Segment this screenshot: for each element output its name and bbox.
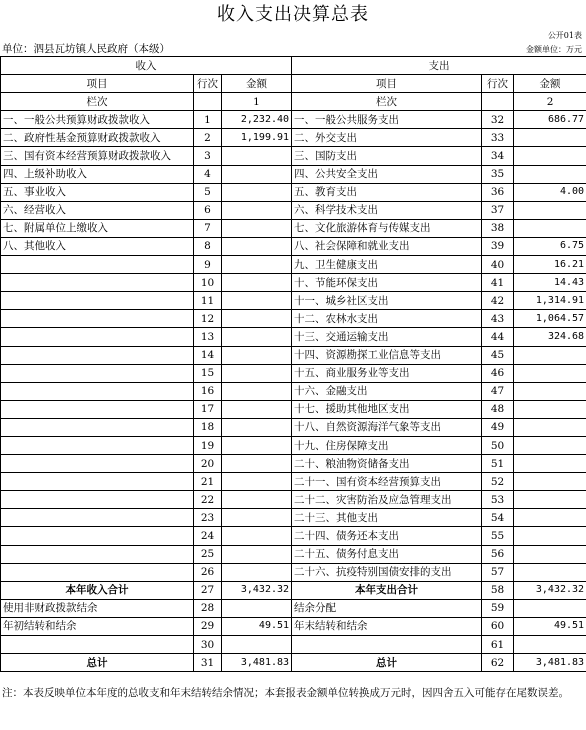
- income-row-cell: 30: [194, 636, 222, 654]
- income-amount-cell: [222, 473, 292, 491]
- expense-row-cell: 46: [482, 364, 514, 382]
- unit-label: 单位：泗县瓦坊镇人民政府（本级）: [2, 43, 170, 55]
- expense-col-number: 2: [514, 93, 586, 111]
- money-unit-label: 金额单位：万元: [526, 45, 582, 54]
- income-item-cell: [1, 256, 194, 274]
- income-row-cell: 21: [194, 473, 222, 491]
- table-row: [1, 310, 586, 328]
- footnote: 注：本表反映单位本年度的总收支和年末结转结余情况；本套报表金额单位转换成万元时，因四舍五入可能存在尾数误差。: [2, 687, 569, 699]
- expense-row-cell: 45: [482, 346, 514, 364]
- income-item-cell: 年初结转和结余: [1, 617, 194, 635]
- expense-item-cell: 本年支出合计: [292, 581, 482, 599]
- expense-row-cell: 48: [482, 400, 514, 418]
- income-item-cell: [1, 436, 194, 454]
- expense-amount-cell: 14.43: [514, 274, 586, 292]
- expense-row-cell: 58: [482, 581, 514, 599]
- expense-item-cell: [292, 636, 482, 654]
- expense-amount-cell: [514, 165, 586, 183]
- income-col-blank: [194, 93, 222, 111]
- income-item-cell: 二、政府性基金预算财政拨款收入: [1, 129, 194, 147]
- expense-item-cell: 十四、资源勘探工业信息等支出: [292, 346, 482, 364]
- income-row-cell: 11: [194, 292, 222, 310]
- expense-item-cell: 十二、农林水支出: [292, 310, 482, 328]
- income-item-cell: [1, 292, 194, 310]
- income-amount-cell: [222, 436, 292, 454]
- income-row-cell: 17: [194, 400, 222, 418]
- income-amount-cell: 49.51: [222, 617, 292, 635]
- expense-item-cell: 五、教育支出: [292, 183, 482, 201]
- expense-row-cell: 59: [482, 599, 514, 617]
- expense-item-cell: 十三、交通运输支出: [292, 328, 482, 346]
- income-amount-cell: [222, 237, 292, 255]
- income-row-cell: 8: [194, 237, 222, 255]
- income-row-cell: 26: [194, 563, 222, 581]
- income-row-cell: 2: [194, 129, 222, 147]
- table-row: [1, 183, 586, 201]
- income-row-cell: 14: [194, 346, 222, 364]
- column-number-row: [1, 93, 586, 111]
- income-item-cell: 使用非财政拨款结余: [1, 599, 194, 617]
- expense-row-cell: 56: [482, 545, 514, 563]
- income-row-cell: 10: [194, 274, 222, 292]
- column-header-row: [1, 75, 586, 93]
- income-amount-cell: [222, 256, 292, 274]
- income-amount-cell: [222, 545, 292, 563]
- income-item-cell: [1, 400, 194, 418]
- table-row: [1, 237, 586, 255]
- income-amount-cell: 3,481.83: [222, 654, 292, 672]
- table-row: [1, 328, 586, 346]
- income-item-cell: 八、其他收入: [1, 237, 194, 255]
- table-row: [1, 418, 586, 436]
- table-row: [1, 129, 586, 147]
- expense-item-cell: 总计: [292, 654, 482, 672]
- expense-amount-cell: [514, 527, 586, 545]
- income-amount-cell: [222, 364, 292, 382]
- expense-amount-cell: [514, 129, 586, 147]
- income-amount-cell: [222, 292, 292, 310]
- expense-row-cell: 35: [482, 165, 514, 183]
- income-row-cell: 29: [194, 617, 222, 635]
- income-row-cell: 7: [194, 219, 222, 237]
- income-amount-cell: 1,199.91: [222, 129, 292, 147]
- table-row: [1, 256, 586, 274]
- expense-row-cell: 40: [482, 256, 514, 274]
- expense-row-header: 行次: [482, 75, 514, 93]
- table-row: [1, 455, 586, 473]
- form-number: 公开01表: [547, 31, 582, 40]
- expense-row-cell: 47: [482, 382, 514, 400]
- income-item-cell: 本年收入合计: [1, 581, 194, 599]
- report-title: 收入支出决算总表: [217, 4, 369, 25]
- income-row-cell: 9: [194, 256, 222, 274]
- expense-item-cell: 十八、自然资源海洋气象等支出: [292, 418, 482, 436]
- expense-row-cell: 57: [482, 563, 514, 581]
- expense-row-cell: 51: [482, 455, 514, 473]
- expense-section-header: 支出: [292, 57, 586, 75]
- expense-amount-cell: [514, 473, 586, 491]
- expense-item-cell: 二十、粮油物资储备支出: [292, 455, 482, 473]
- income-row-cell: 1: [194, 111, 222, 129]
- expense-row-cell: 34: [482, 147, 514, 165]
- section-header-row: [1, 57, 586, 75]
- income-amount-cell: [222, 346, 292, 364]
- income-item-cell: [1, 418, 194, 436]
- expense-item-cell: 十七、援助其他地区支出: [292, 400, 482, 418]
- expense-row-cell: 60: [482, 617, 514, 635]
- income-amount-cell: [222, 310, 292, 328]
- expense-row-cell: 36: [482, 183, 514, 201]
- table-row: [1, 219, 586, 237]
- income-amount-cell: [222, 509, 292, 527]
- expense-row-cell: 55: [482, 527, 514, 545]
- income-amount-cell: [222, 274, 292, 292]
- income-amount-cell: [222, 219, 292, 237]
- expense-amount-cell: [514, 364, 586, 382]
- expense-amount-cell: [514, 563, 586, 581]
- expense-item-cell: 二十六、抗疫特别国债安排的支出: [292, 563, 482, 581]
- expense-item-cell: 三、国防支出: [292, 147, 482, 165]
- income-item-cell: [1, 527, 194, 545]
- expense-item-cell: 二十五、债务付息支出: [292, 545, 482, 563]
- income-section-header: 收入: [1, 57, 292, 75]
- expense-amount-cell: 49.51: [514, 617, 586, 635]
- income-amount-cell: [222, 183, 292, 201]
- income-item-cell: [1, 310, 194, 328]
- table-row: [1, 436, 586, 454]
- table-row: [1, 165, 586, 183]
- expense-item-header: 项目: [292, 75, 482, 93]
- table-row: [1, 292, 586, 310]
- expense-row-cell: 39: [482, 237, 514, 255]
- table-row: [1, 111, 586, 129]
- expense-row-cell: 54: [482, 509, 514, 527]
- income-amount-cell: 3,432.32: [222, 581, 292, 599]
- income-row-cell: 19: [194, 436, 222, 454]
- expense-item-cell: 十、节能环保支出: [292, 274, 482, 292]
- income-amount-header: 金额: [222, 75, 292, 93]
- table-row: [1, 400, 586, 418]
- expense-amount-cell: [514, 599, 586, 617]
- expense-item-cell: 十一、城乡社区支出: [292, 292, 482, 310]
- expense-amount-cell: [514, 400, 586, 418]
- income-amount-cell: [222, 328, 292, 346]
- expense-row-cell: 43: [482, 310, 514, 328]
- income-row-header: 行次: [194, 75, 222, 93]
- expense-amount-cell: [514, 491, 586, 509]
- expense-col-label: 栏次: [292, 93, 482, 111]
- income-amount-cell: [222, 599, 292, 617]
- expense-row-cell: 41: [482, 274, 514, 292]
- income-row-cell: 18: [194, 418, 222, 436]
- income-item-cell: [1, 274, 194, 292]
- summary-table: [0, 56, 586, 672]
- income-amount-cell: [222, 400, 292, 418]
- income-item-cell: [1, 545, 194, 563]
- expense-col-blank: [482, 93, 514, 111]
- table-row: [1, 274, 586, 292]
- income-col-number: 1: [222, 93, 292, 111]
- income-amount-cell: [222, 455, 292, 473]
- expense-amount-cell: [514, 201, 586, 219]
- expense-row-cell: 42: [482, 292, 514, 310]
- expense-item-cell: 二十三、其他支出: [292, 509, 482, 527]
- income-row-cell: 15: [194, 364, 222, 382]
- expense-row-cell: 61: [482, 636, 514, 654]
- income-row-cell: 24: [194, 527, 222, 545]
- expense-amount-cell: 3,481.83: [514, 654, 586, 672]
- expense-item-cell: 一、一般公共服务支出: [292, 111, 482, 129]
- table-row: [1, 201, 586, 219]
- income-item-cell: [1, 346, 194, 364]
- income-amount-cell: [222, 491, 292, 509]
- expense-amount-header: 金额: [514, 75, 586, 93]
- income-row-cell: 28: [194, 599, 222, 617]
- expense-row-cell: 38: [482, 219, 514, 237]
- income-row-cell: 13: [194, 328, 222, 346]
- table-row: [1, 563, 586, 581]
- expense-row-cell: 44: [482, 328, 514, 346]
- expense-item-cell: 七、文化旅游体育与传媒支出: [292, 219, 482, 237]
- income-row-cell: 23: [194, 509, 222, 527]
- income-item-cell: [1, 636, 194, 654]
- income-item-cell: 七、附属单位上缴收入: [1, 219, 194, 237]
- expense-amount-cell: [514, 382, 586, 400]
- expense-item-cell: 十九、住房保障支出: [292, 436, 482, 454]
- income-amount-cell: 2,232.40: [222, 111, 292, 129]
- income-amount-cell: [222, 527, 292, 545]
- expense-amount-cell: 1,064.57: [514, 310, 586, 328]
- income-row-cell: 4: [194, 165, 222, 183]
- expense-amount-cell: 324.68: [514, 328, 586, 346]
- expense-row-cell: 49: [482, 418, 514, 436]
- income-item-cell: 总计: [1, 654, 194, 672]
- income-item-cell: 五、事业收入: [1, 183, 194, 201]
- income-row-cell: 3: [194, 147, 222, 165]
- expense-row-cell: 50: [482, 436, 514, 454]
- expense-row-cell: 52: [482, 473, 514, 491]
- income-col-label: 栏次: [1, 93, 194, 111]
- expense-item-cell: 年末结转和结余: [292, 617, 482, 635]
- expense-item-cell: 结余分配: [292, 599, 482, 617]
- expense-amount-cell: [514, 418, 586, 436]
- expense-item-cell: 二十一、国有资本经营预算支出: [292, 473, 482, 491]
- expense-amount-cell: [514, 219, 586, 237]
- income-amount-cell: [222, 382, 292, 400]
- income-item-header: 项目: [1, 75, 194, 93]
- table-row: [1, 364, 586, 382]
- income-amount-cell: [222, 563, 292, 581]
- expense-amount-cell: [514, 147, 586, 165]
- income-item-cell: [1, 491, 194, 509]
- table-row: [1, 509, 586, 527]
- table-row: [1, 491, 586, 509]
- table-row: [1, 473, 586, 491]
- income-amount-cell: [222, 418, 292, 436]
- expense-amount-cell: 686.77: [514, 111, 586, 129]
- expense-amount-cell: [514, 455, 586, 473]
- expense-row-cell: 32: [482, 111, 514, 129]
- expense-item-cell: 二十四、债务还本支出: [292, 527, 482, 545]
- income-item-cell: 六、经营收入: [1, 201, 194, 219]
- income-item-cell: 三、国有资本经营预算财政拨款收入: [1, 147, 194, 165]
- expense-item-cell: 八、社会保障和就业支出: [292, 237, 482, 255]
- income-item-cell: [1, 455, 194, 473]
- income-item-cell: 四、上级补助收入: [1, 165, 194, 183]
- income-amount-cell: [222, 201, 292, 219]
- total-row: [1, 581, 586, 599]
- income-item-cell: 一、一般公共预算财政拨款收入: [1, 111, 194, 129]
- expense-amount-cell: 4.00: [514, 183, 586, 201]
- table-row: [1, 617, 586, 635]
- expense-item-cell: 二十二、灾害防治及应急管理支出: [292, 491, 482, 509]
- table-row: [1, 346, 586, 364]
- income-row-cell: 6: [194, 201, 222, 219]
- income-row-cell: 22: [194, 491, 222, 509]
- expense-amount-cell: [514, 545, 586, 563]
- expense-amount-cell: 1,314.91: [514, 292, 586, 310]
- expense-amount-cell: [514, 346, 586, 364]
- income-row-cell: 12: [194, 310, 222, 328]
- income-amount-cell: [222, 147, 292, 165]
- income-row-cell: 31: [194, 654, 222, 672]
- income-item-cell: [1, 473, 194, 491]
- income-row-cell: 16: [194, 382, 222, 400]
- income-item-cell: [1, 328, 194, 346]
- expense-item-cell: 十六、金融支出: [292, 382, 482, 400]
- expense-amount-cell: [514, 636, 586, 654]
- income-amount-cell: [222, 636, 292, 654]
- expense-amount-cell: 3,432.32: [514, 581, 586, 599]
- income-amount-cell: [222, 165, 292, 183]
- table-row: [1, 147, 586, 165]
- income-row-cell: 25: [194, 545, 222, 563]
- income-item-cell: [1, 382, 194, 400]
- income-item-cell: [1, 364, 194, 382]
- expense-row-cell: 33: [482, 129, 514, 147]
- expense-row-cell: 37: [482, 201, 514, 219]
- income-row-cell: 27: [194, 581, 222, 599]
- table-row: [1, 527, 586, 545]
- table-row: [1, 382, 586, 400]
- total-row: [1, 654, 586, 672]
- expense-item-cell: 六、科学技术支出: [292, 201, 482, 219]
- expense-item-cell: 九、卫生健康支出: [292, 256, 482, 274]
- expense-item-cell: 十五、商业服务业等支出: [292, 364, 482, 382]
- expense-amount-cell: 16.21: [514, 256, 586, 274]
- table-row: [1, 545, 586, 563]
- income-row-cell: 5: [194, 183, 222, 201]
- expense-amount-cell: 6.75: [514, 237, 586, 255]
- table-row: [1, 599, 586, 617]
- table-body: [1, 111, 586, 672]
- income-item-cell: [1, 509, 194, 527]
- table-row: [1, 636, 586, 654]
- expense-row-cell: 53: [482, 491, 514, 509]
- income-item-cell: [1, 563, 194, 581]
- income-row-cell: 20: [194, 455, 222, 473]
- expense-amount-cell: [514, 436, 586, 454]
- expense-item-cell: 四、公共安全支出: [292, 165, 482, 183]
- expense-item-cell: 二、外交支出: [292, 129, 482, 147]
- expense-row-cell: 62: [482, 654, 514, 672]
- expense-amount-cell: [514, 509, 586, 527]
